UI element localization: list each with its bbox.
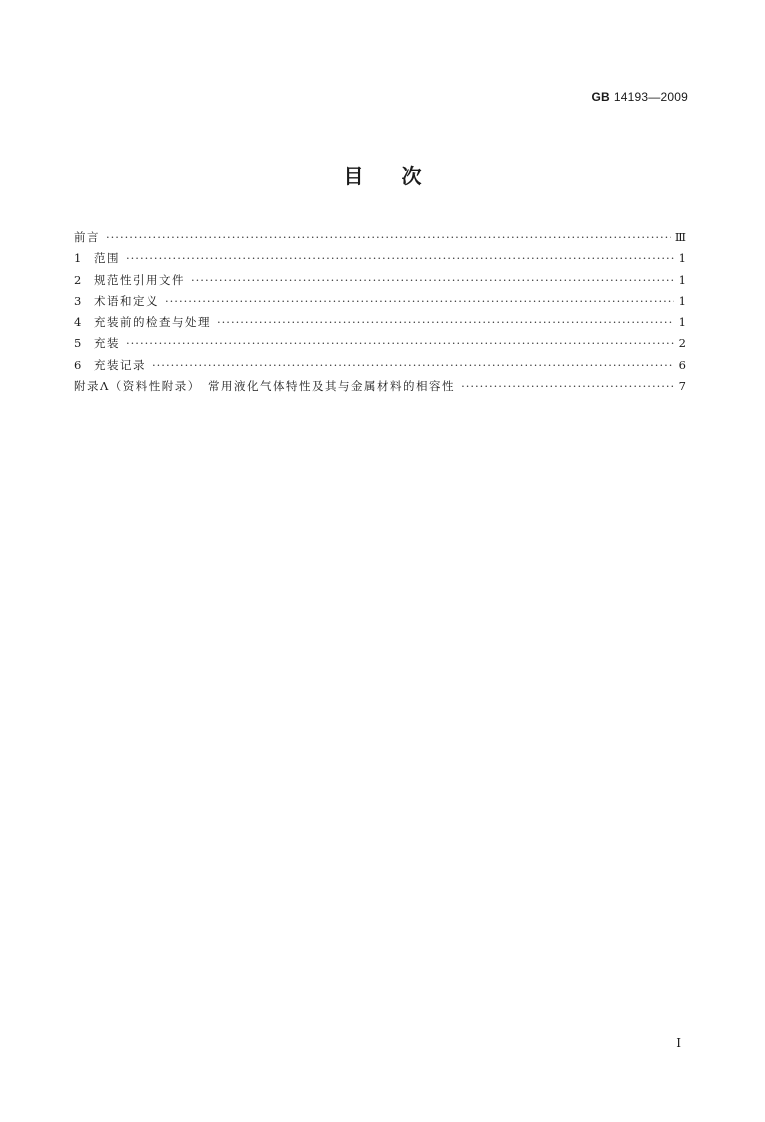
- toc-entry-text: 充装: [94, 336, 120, 351]
- page-number: Ⅰ: [676, 1036, 681, 1050]
- toc-entry-text: 充装记录: [94, 357, 146, 372]
- toc-entry-text: 前言: [74, 230, 100, 244]
- toc-leader-dots: [217, 312, 674, 333]
- toc-leader-dots: [126, 333, 674, 354]
- toc-leader-dots: [152, 355, 674, 376]
- toc-entry-text: 充装前的检查与处理: [94, 315, 211, 330]
- toc-entry-foreword[interactable]: [74, 227, 686, 248]
- toc-leader-dots: [191, 270, 674, 291]
- toc-entry-text: 附录Λ（资料性附录） 常用液化气体特性及其与金属材料的相容性: [74, 379, 456, 394]
- standard-prefix: GB: [591, 90, 610, 104]
- toc-entry-number: 4: [74, 315, 82, 330]
- toc-entry-page: 2: [678, 336, 686, 351]
- standard-code: 14193—2009: [613, 90, 688, 104]
- toc-leader-dots: [165, 291, 674, 312]
- toc-entry-number: 3: [74, 293, 82, 308]
- toc-leader-dots: [461, 376, 674, 397]
- toc-leader-dots: [106, 227, 671, 248]
- toc-leader-dots: [126, 248, 674, 269]
- toc-entry-filling-records[interactable]: [74, 355, 686, 376]
- toc-entry-normative-references[interactable]: [74, 270, 686, 291]
- toc-entry-page: 7: [678, 379, 686, 394]
- table-of-contents: [74, 227, 686, 397]
- toc-entry-page: 1: [678, 251, 686, 266]
- page-title: 目次: [343, 164, 460, 188]
- toc-entry-page: 1: [678, 293, 686, 308]
- toc-entry-number: 6: [74, 357, 82, 372]
- toc-entry-number: 1: [74, 251, 82, 266]
- toc-entry-number: 2: [74, 272, 82, 287]
- toc-entry-text: 术语和定义: [94, 293, 159, 308]
- standard-number: [592, 90, 688, 104]
- toc-entry-page: Ⅲ: [674, 230, 686, 244]
- toc-entry-text: 规范性引用文件: [94, 272, 185, 287]
- toc-entry-page: 1: [678, 272, 686, 287]
- toc-entry-number: 5: [74, 336, 82, 351]
- toc-entry-terms-definitions[interactable]: [74, 291, 686, 312]
- toc-entry-page: 6: [678, 357, 686, 372]
- toc-entry-pre-filling-inspection[interactable]: [74, 312, 686, 333]
- toc-entry-appendix-a[interactable]: [74, 376, 686, 397]
- toc-entry-scope[interactable]: [74, 248, 686, 269]
- toc-entry-page: 1: [678, 315, 686, 330]
- toc-entry-filling[interactable]: [74, 333, 686, 354]
- toc-entry-text: 范围: [94, 251, 120, 266]
